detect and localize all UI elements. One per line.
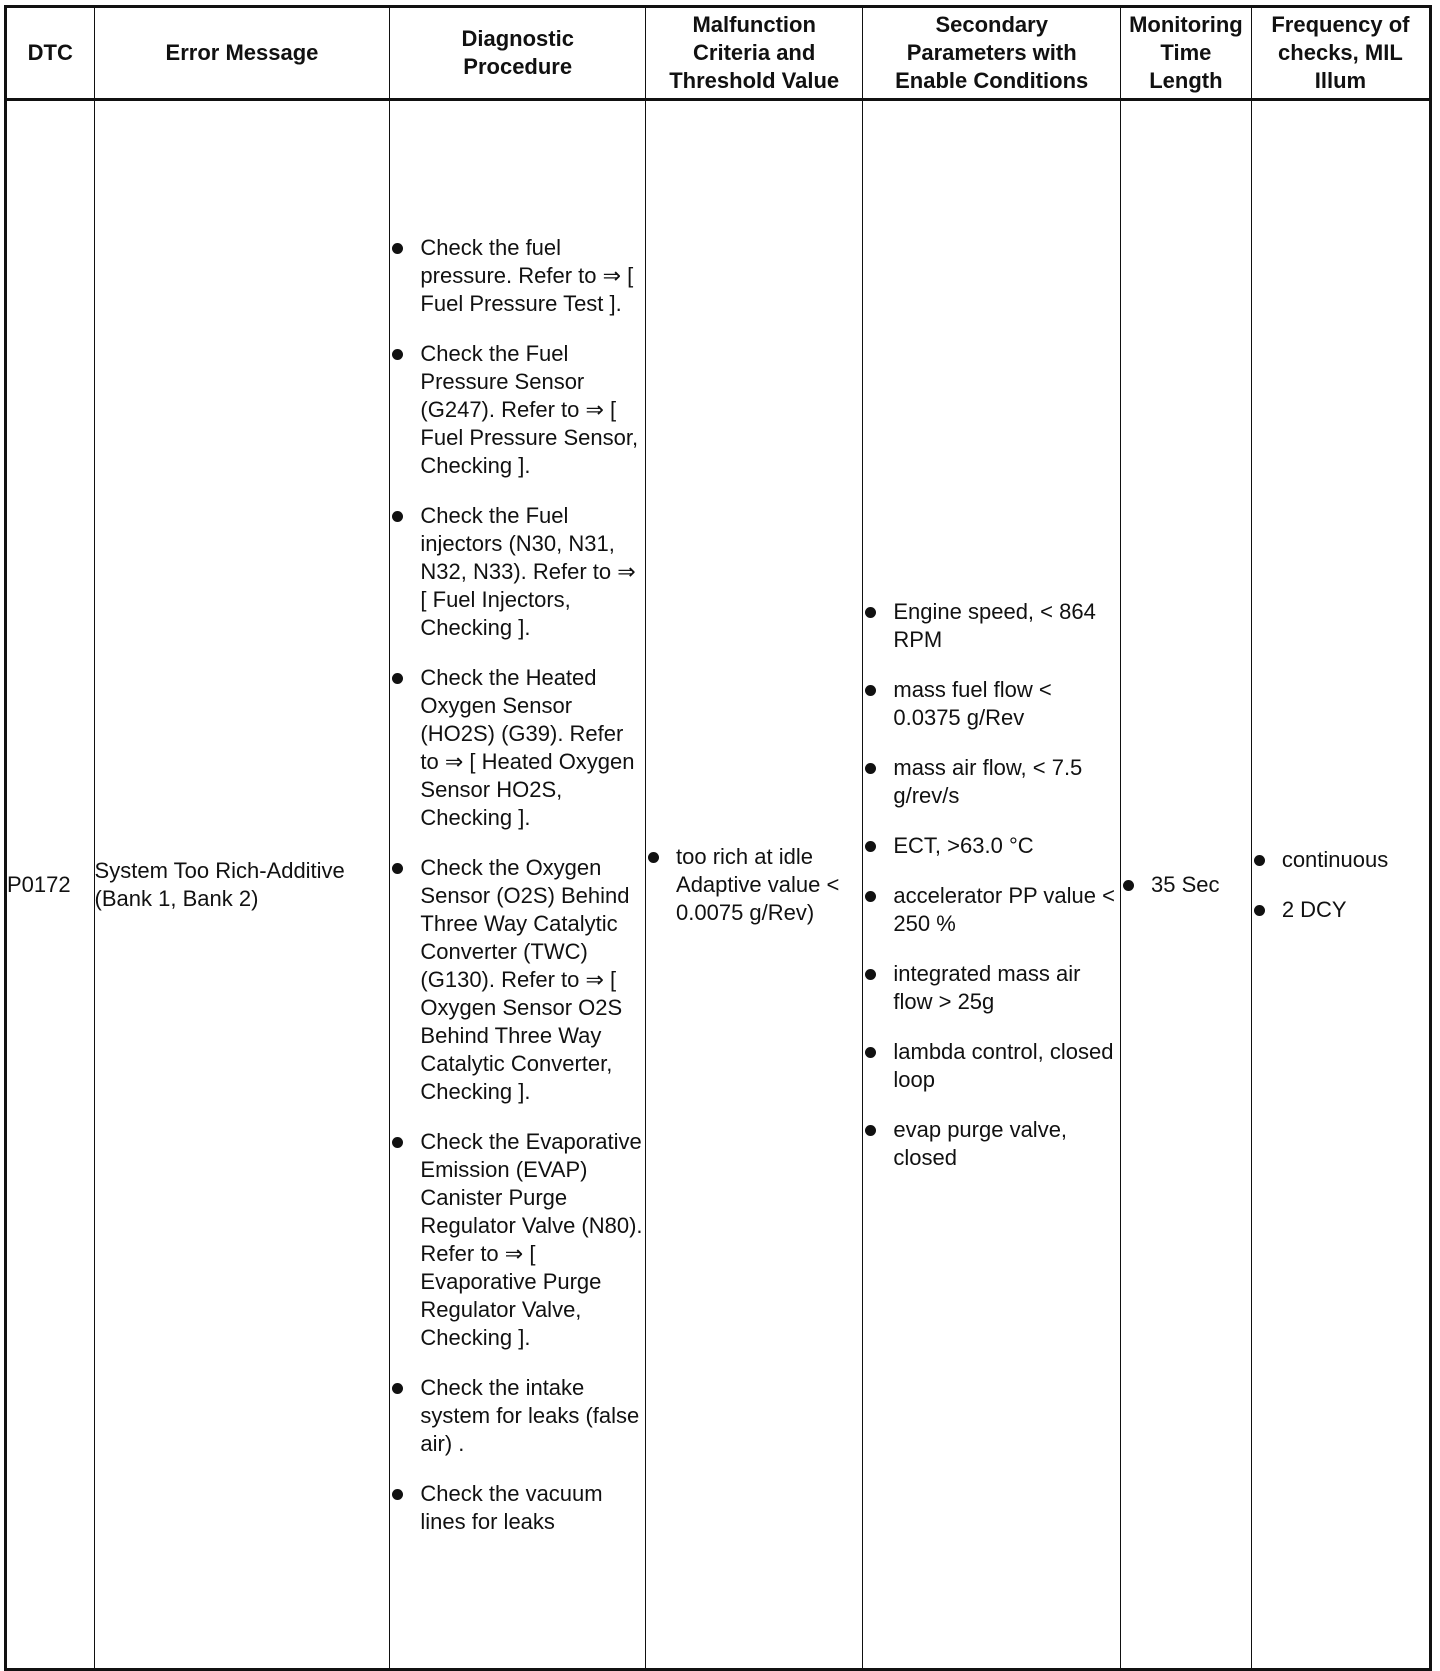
procedure-cell [390, 100, 646, 1670]
secondary-parameter-item: ECT, >63.0 °C [863, 832, 1120, 860]
secondary-cell [863, 100, 1121, 1670]
header-malfunction-criteria-text: Malfunction Criteria and Threshold Value [669, 12, 840, 93]
header-secondary-parameters-text: Secondary Parameters with Enable Conditions [895, 12, 1089, 93]
criteria-item: too rich at idle Adaptive value < 0.0075 g/Rev) [646, 843, 862, 927]
header-row [6, 7, 1431, 100]
dtc-code: P0172 [7, 871, 71, 897]
header-malfunction-criteria [646, 7, 863, 100]
header-diagnostic-procedure-text: Diagnostic Procedure [461, 26, 574, 79]
frequency-item: continuous [1252, 846, 1429, 874]
procedure-item: Check the fuel pressure. Refer to ⇒ [ Fuel Pressure Test ]. [390, 234, 645, 318]
header-frequency [1251, 7, 1430, 100]
procedure-item: Check the Fuel injectors (N30, N31, N32, N33). Refer to ⇒ [ Fuel Injectors, Checking ]. [390, 502, 645, 642]
header-monitoring-time-text: Monitoring Time Length [1129, 12, 1243, 93]
error-message: System Too Rich-Additive (Bank 1, Bank 2) [94, 857, 345, 911]
secondary-parameter-item: Engine speed, < 864 RPM [863, 598, 1120, 654]
monitoring-time-cell [1121, 100, 1252, 1670]
frequency-cell [1251, 100, 1430, 1670]
header-secondary-parameters [863, 7, 1121, 100]
procedure-item: Check the Heated Oxygen Sensor (HO2S) (G39). Refer to ⇒ [ Heated Oxygen Sensor HO2S, Checking ]. [390, 664, 645, 832]
procedure-list [390, 234, 645, 1536]
frequency-item: 2 DCY [1252, 896, 1429, 924]
table-row [6, 100, 1431, 1670]
header-frequency-text: Frequency of checks, MIL Illum [1271, 12, 1410, 93]
error-message-cell [94, 100, 390, 1670]
header-error-message: Error Message [94, 7, 390, 100]
secondary-list [863, 598, 1120, 1172]
procedure-item: Check the Oxygen Sensor (O2S) Behind Three Way Catalytic Converter (TWC) (G130). Refer to ⇒ [ Oxygen Sensor O2S Behind Three Way Catalytic Converter, Checking ]. [390, 854, 645, 1106]
frequency-list [1252, 846, 1429, 924]
criteria-list [646, 843, 862, 927]
secondary-parameter-item: evap purge valve, closed [863, 1116, 1120, 1172]
header-diagnostic-procedure [390, 7, 646, 100]
dtc-code-cell [6, 100, 95, 1670]
monitoring-time-item: 35 Sec [1121, 871, 1251, 899]
monitoring-time-list [1121, 871, 1251, 899]
secondary-parameter-item: integrated mass air flow > 25g [863, 960, 1120, 1016]
secondary-parameter-item: lambda control, closed loop [863, 1038, 1120, 1094]
secondary-parameter-item: mass fuel flow < 0.0375 g/Rev [863, 676, 1120, 732]
procedure-item: Check the Fuel Pressure Sensor (G247). Refer to ⇒ [ Fuel Pressure Sensor, Checking ]. [390, 340, 645, 480]
header-monitoring-time [1121, 7, 1252, 100]
procedure-item: Check the intake system for leaks (false air) . [390, 1374, 645, 1458]
dtc-table [4, 5, 1432, 1671]
procedure-item: Check the Evaporative Emission (EVAP) Canister Purge Regulator Valve (N80). Refer to ⇒ [ Evaporative Purge Regulator Valve, Checking ]. [390, 1128, 645, 1352]
secondary-parameter-item: mass air flow, < 7.5 g/rev/s [863, 754, 1120, 810]
procedure-item: Check the vacuum lines for leaks [390, 1480, 645, 1536]
criteria-cell [646, 100, 863, 1670]
secondary-parameter-item: accelerator PP value < 250 % [863, 882, 1120, 938]
header-dtc: DTC [6, 7, 95, 100]
